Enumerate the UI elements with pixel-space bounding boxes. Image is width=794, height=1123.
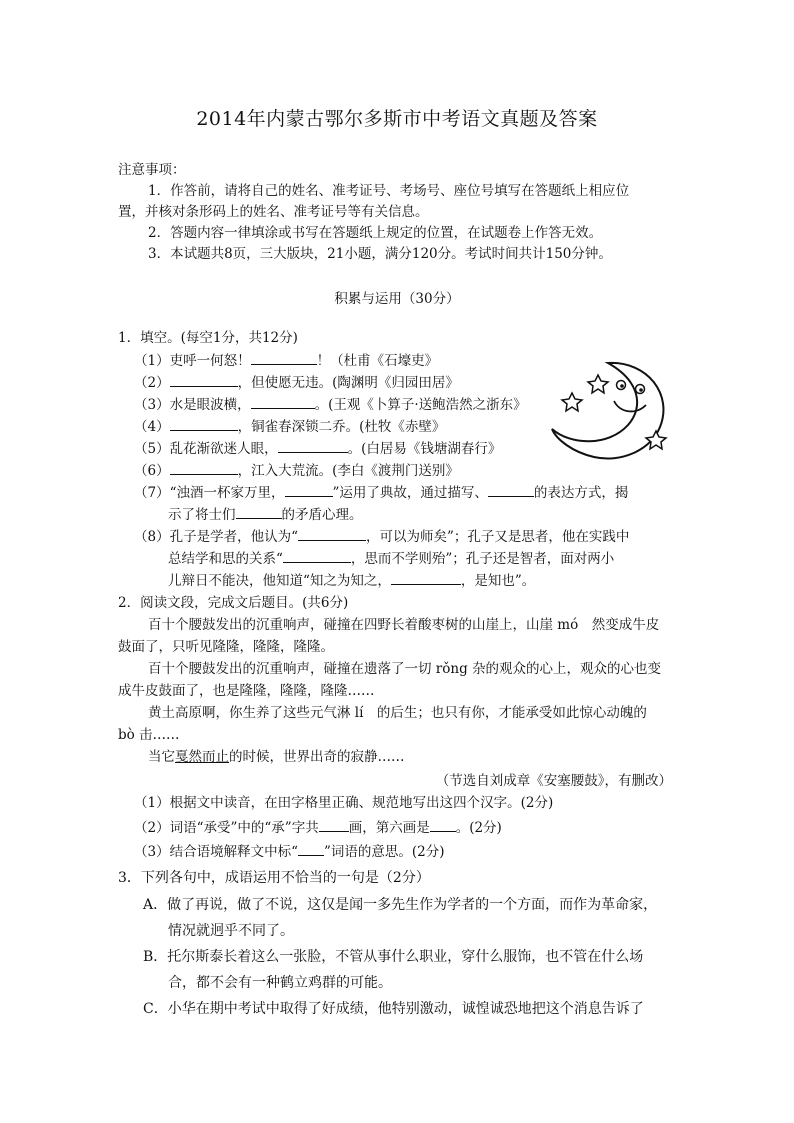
q2-para-1a: 百十个腰鼓发出的沉重响声，碰撞在四野长着酸枣树的山崖上，山崖 mó 然变成牛皮 [148,617,660,633]
blank [391,570,461,585]
q1-heading: 1．填空。(每空1分，共12分) [118,330,298,346]
q3-option-b-2: 合，都不会有一种鹤立鸡群的可能。 [168,975,392,991]
q2-heading: 2．阅读文段，完成文后题目。(共6分) [118,595,349,611]
q2-para-1b: 鼓面了，只听见隆隆，隆隆，隆隆。 [118,639,334,655]
q1-item-7b: 示了将士们 的矛盾心理。 [168,504,363,525]
blank [283,548,351,563]
blank [285,482,333,497]
blank [278,438,348,453]
blank [319,817,349,832]
blank [170,416,238,431]
blank [430,817,456,832]
notice-line-2: 2．答题内容一律填涂或书写在答题纸上规定的位置，在试题卷上作答无效。 [148,225,603,241]
q1-item-8c: 儿辩日不能决，他知道“知之为知之， ，是知也”。 [168,570,535,591]
q3-option-a-1: A．做了再说，做了不说，这仅是闻一多先生作为学者的一个方面，而作为革命家， [143,897,658,913]
q3-option-a-2: 情况就迥乎不同了。 [168,923,294,939]
q2-para-2b: 成牛皮鼓面了，也是隆隆，隆隆，隆隆…… [118,683,375,699]
blank [170,460,238,475]
q2-sub-2: （2）词语“承受”中的“承”字共 画，第六画是 。(2分) [134,817,502,838]
q1-item-5: （5）乱花渐欲迷人眼， 。(白居易《钱塘湖春行》 [134,438,501,459]
page-title: 2014年内蒙古鄂尔多斯市中考语文真题及答案 [196,108,598,130]
blank [298,841,324,856]
blank [488,482,534,497]
q3-option-b-1: B．托尔斯泰长着这么一张脸，不管从事什么职业，穿什么服饰，也不管在什么场 [143,949,644,965]
blank [298,526,366,541]
blank [251,350,317,365]
q2-para-4: 当它戛然而止的时候，世界出奇的寂静…… [148,749,405,765]
q2-para-2a: 百十个腰鼓发出的沉重响声，碰撞在遗落了一切 rǒng 杂的观众的心上，观众的心也变 [148,661,661,677]
q3-heading: 3．下列各句中，成语运用不恰当的一句是（2分） [118,870,430,886]
notice-line-1a: 1．作答前，请将自己的姓名、准考证号、考场号、座位号填写在答题纸上相应位 [148,183,630,199]
q2-para-3b: bò 击…… [118,727,180,743]
moon-star-illustration [548,355,678,467]
marked-phrase: 戛然而止 [175,749,229,765]
notice-heading: 注意事项： [118,162,186,178]
notice-line-1b: 置，并核对条形码上的姓名、准考证号等有关信息。 [118,204,429,220]
q1-item-7a: （7）“浊酒一杯家万里， ”运用了典故，通过描写、 的表达方式，揭 [134,482,628,503]
q1-item-3: （3）水是眼波横， 。(王观《卜算子·送鲍浩然之浙东》 [134,394,527,415]
q1-item-4: （4） ，铜雀春深锁二乔。(杜牧《赤壁》 [134,416,445,437]
notice-line-3: 3．本试题共8页，三大版块，21小题，满分120分。考试时间共计150分钟。 [148,246,612,262]
q1-item-8a: （8）孔子是学者，他认为“ ，可以为师矣”；孔子又是思者，他在实践中 [134,526,629,547]
section-heading: 积累与运用（30分） [334,291,460,307]
q2-para-3a: 黄土高原啊，你生养了这些元气淋 lí 的后生；也只有你，才能承受如此惊心动魄的 [148,705,647,721]
q3-option-c-1: C．小华在期中考试中取得了好成绩，他特别激动，诚惶诚恐地把这个消息告诉了 [143,1001,644,1017]
q2-sub-3: （3）结合语境解释文中标“ ”词语的意思。(2分) [134,841,445,862]
q1-item-2: （2） ，但使愿无违。(陶渊明《归园田居》 [134,372,459,393]
blank [251,394,315,409]
blank [236,504,282,519]
q2-source: （节选自刘成章《安塞腰鼓》，有删改） [435,773,672,789]
q2-sub-1: （1）根据文中读音，在田字格里正确、规范地写出这四个汉字。(2分) [134,795,554,811]
blank [170,372,238,387]
q1-item-1: （1）吏呼一何怒！ ！（杜甫《石壕吏》 [134,350,438,371]
q1-item-6: （6） ，江入大荒流。(李白《渡荆门送别》 [134,460,459,481]
q1-item-8b: 总结学和思的关系“ ，思而不学则殆”；孔子还是智者，面对两小 [168,548,614,569]
